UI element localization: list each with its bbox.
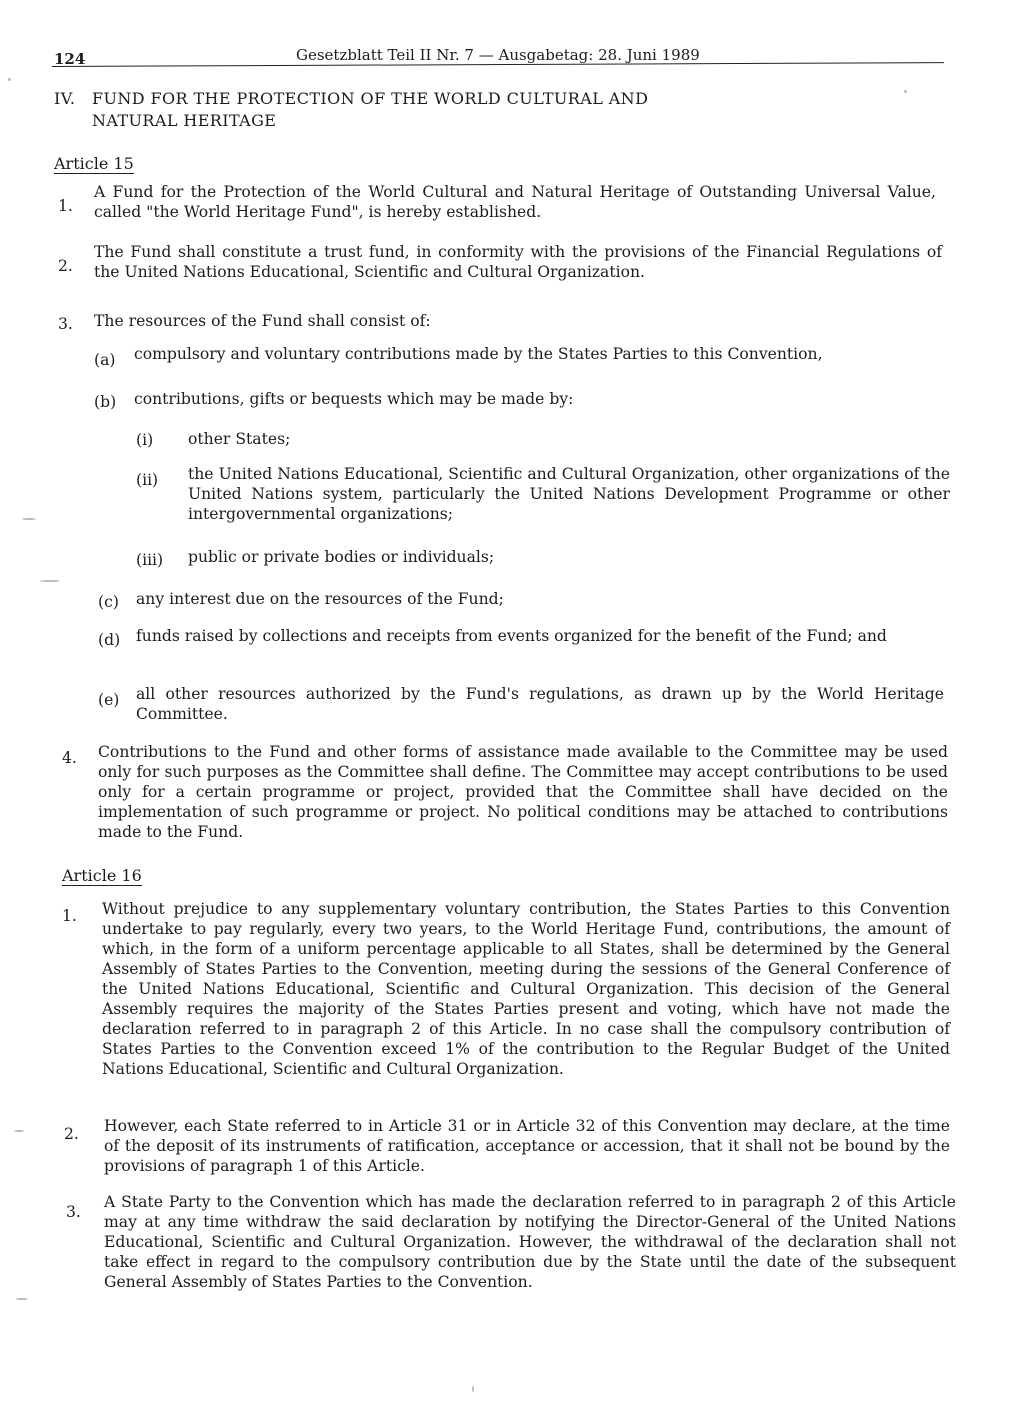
a15-item-e-label: (e) xyxy=(98,691,120,709)
a15-item-iii-text: public or private bodies or individuals; xyxy=(188,548,495,566)
a15-p4-number: 4. xyxy=(62,749,77,767)
a15-item-a-text: compulsory and voluntary contributions made by the States Parties to this Convention, xyxy=(134,345,823,363)
a16-p1-text: Without prejudice to any supplementary voluntary contribution, the States Parties to this Convention undertake to pay regularly, every two years, to the World Heritage Fund, contributions, the amount of which, in the form of a uniform percentage applicable to all States, shall be determined by the General Assembly of States Parties to the Convention, meeting during the sessions of the General Conference of the United Nations Educational, Scientific and Cultural Organization. This decision of the General Assembly requires the majority of the States Parties present and voting, which have not made the declaration referred to in paragraph 2 of this Article. In no case shall the compulsory contribution of States Parties to the Convention exceed 1% of the contribution to the Regular Budget of the United Nations Educational, Scientific and Cultural Organization. xyxy=(102,900,950,1078)
a15-item-ii-text: the United Nations Educational, Scientific and Cultural Organization, other organizations of the United Nations system, particularly the United Nations Development Programme or other intergovernmental organizations; xyxy=(188,465,950,523)
scan-speck xyxy=(472,1386,474,1392)
a16-p2-number: 2. xyxy=(64,1125,79,1143)
a15-item-b-text: contributions, gifts or bequests which may be made by: xyxy=(134,390,574,408)
a15-p3-number: 3. xyxy=(58,315,73,333)
page-number: 124 xyxy=(54,50,86,68)
gazette-header: Gesetzblatt Teil II Nr. 7 — Ausgabetag: 28. Juni 1989 xyxy=(296,46,700,64)
a15-item-b-label: (b) xyxy=(94,393,117,411)
a15-p1-number: 1. xyxy=(58,197,73,215)
a15-item-c-label: (c) xyxy=(98,593,119,611)
a15-p1-text: A Fund for the Protection of the World Cultural and Natural Heritage of Outstanding Universal Value, called "the World Heritage Fund", is hereby established. xyxy=(94,183,936,221)
a16-p3-text: A State Party to the Convention which has made the declaration referred to in paragraph 2 of this Article may at any time withdraw the said declaration by notifying the Director-General of the United Nations Educational, Scientific and Cultural Organization. However, the withdrawal of the declaration shall not take effect in regard to the compulsory contribution due by the State until the date of the subsequent General Assembly of States Parties to the Convention. xyxy=(104,1193,956,1291)
a15-item-e-text: all other resources authorized by the Fund's regulations, as drawn up by the World Heritage Committee. xyxy=(136,685,944,723)
article-15-heading: Article 15 xyxy=(54,154,134,173)
a15-p3-text: The resources of the Fund shall consist of: xyxy=(94,312,431,330)
a15-item-d-label: (d) xyxy=(98,631,121,649)
section-title: FUND FOR THE PROTECTION OF THE WORLD CULTURAL AND NATURAL HERITAGE xyxy=(92,89,649,130)
a15-item-i-label: (i) xyxy=(136,431,154,449)
a15-item-iii-label: (iii) xyxy=(136,551,164,569)
a15-item-ii-label: (ii) xyxy=(136,471,159,489)
section-heading xyxy=(54,88,649,130)
a16-p2-text: However, each State referred to in Article 31 or in Article 32 of this Convention may declare, at the time of the deposit of its instruments of ratification, acceptance or accession, that it shall not be bound by the provisions of paragraph 1 of this Article. xyxy=(104,1117,950,1175)
scan-speck xyxy=(14,1130,24,1132)
scan-speck xyxy=(904,90,907,93)
a15-item-a-label: (a) xyxy=(94,351,116,369)
a15-p2-text: The Fund shall constitute a trust fund, in conformity with the provisions of the Financial Regulations of the United Nations Educational, Scientific and Cultural Organization. xyxy=(94,243,942,281)
a16-p3-number: 3. xyxy=(66,1203,81,1221)
scan-speck xyxy=(40,580,60,582)
section-number: IV. xyxy=(54,89,76,108)
a15-item-d-text: funds raised by collections and receipts from events organized for the benefit of the Fund; and xyxy=(136,627,887,645)
article-16-heading: Article 16 xyxy=(62,866,142,885)
a15-p2-number: 2. xyxy=(58,257,73,275)
a15-item-c-text: any interest due on the resources of the Fund; xyxy=(136,590,504,608)
a15-item-i-text: other States; xyxy=(188,430,291,448)
scan-speck xyxy=(8,78,11,81)
a16-p1-number: 1. xyxy=(62,907,77,925)
a15-p4-text: Contributions to the Fund and other forms of assistance made available to the Committee may be used only for such purposes as the Committee shall define. The Committee may accept contributions to be used only for a certain programme or project, provided that the Committee shall have decided on the implementation of such programme or project. No political conditions may be attached to contributions made to the Fund. xyxy=(98,743,948,841)
scan-speck xyxy=(22,518,36,520)
scan-speck xyxy=(16,1298,28,1300)
